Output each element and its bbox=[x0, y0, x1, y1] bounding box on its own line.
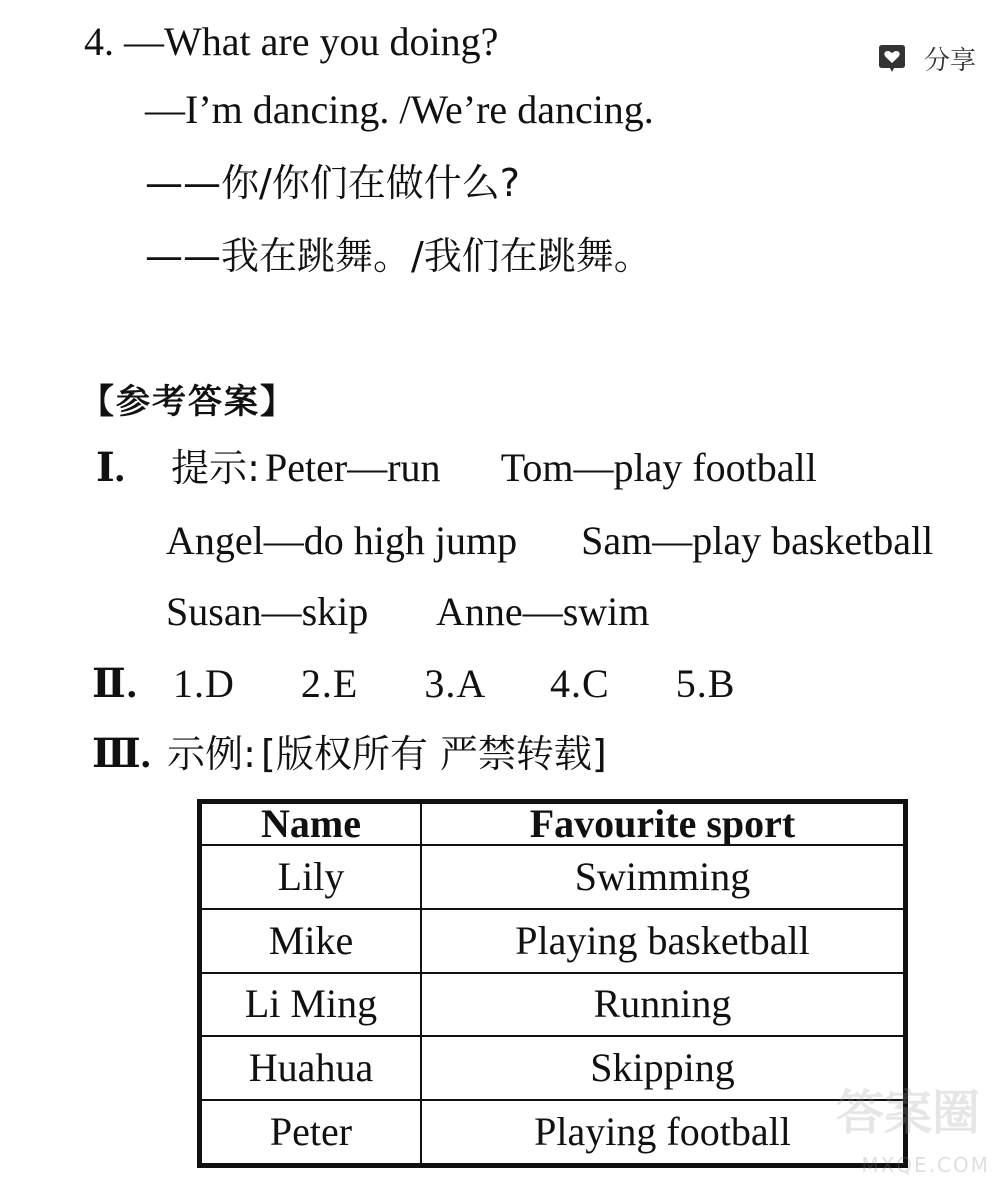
favourite-sport-table bbox=[197, 799, 908, 1168]
section-1-line-3 bbox=[166, 589, 650, 634]
dialogue-line-3: ——你/你们在做什么? bbox=[145, 161, 520, 205]
answer-key-title: 【参考答案】 bbox=[80, 382, 296, 422]
table-row bbox=[201, 845, 904, 909]
table-cell-name: Li Ming bbox=[201, 973, 421, 1037]
section-1-item-susan: Susan—skip bbox=[166, 589, 369, 634]
section-1-line-2 bbox=[166, 518, 934, 563]
table-cell-sport: Playing football bbox=[421, 1100, 904, 1164]
section-3-label: 示例: bbox=[167, 732, 256, 776]
table-cell-sport: Running bbox=[421, 973, 904, 1037]
table-cell-sport: Skipping bbox=[421, 1036, 904, 1100]
section-1-item-tom: Tom—play football bbox=[500, 445, 817, 490]
table-row bbox=[201, 909, 904, 973]
heart-box-icon bbox=[874, 41, 910, 77]
section-1-item-sam: Sam—play basketball bbox=[581, 518, 934, 563]
section-3-line bbox=[92, 731, 607, 776]
section-1-roman: Ⅰ. bbox=[96, 445, 125, 490]
watermark-main-text: 答案圈 bbox=[835, 1085, 980, 1141]
dialogue-line-4: ——我在跳舞。/我们在跳舞。 bbox=[145, 234, 652, 278]
table-header-name: Name bbox=[201, 803, 421, 845]
section-2-answer-4: 4.C bbox=[550, 661, 610, 706]
table-cell-name: Huahua bbox=[201, 1036, 421, 1100]
section-3-roman: Ⅲ. bbox=[92, 731, 151, 776]
dialogue-line-1: 4. —What are you doing? bbox=[84, 19, 499, 64]
favourite-sport-table-grid bbox=[200, 802, 905, 1165]
table-cell-name: Mike bbox=[201, 909, 421, 973]
table-row bbox=[201, 973, 904, 1037]
share-control[interactable] bbox=[874, 40, 976, 77]
section-2-line bbox=[92, 661, 736, 706]
table-cell-sport: Swimming bbox=[421, 845, 904, 909]
table-cell-name: Lily bbox=[201, 845, 421, 909]
section-1-label: 提示: bbox=[171, 446, 260, 490]
section-2-roman: Ⅱ. bbox=[92, 661, 138, 706]
section-2-answer-2: 2.E bbox=[300, 661, 359, 706]
section-1-line-1 bbox=[96, 445, 817, 490]
section-1-item-angel: Angel—do high jump bbox=[166, 518, 518, 563]
table-row bbox=[201, 1100, 904, 1164]
copyright-note: [版权所有 严禁转载] bbox=[261, 732, 607, 776]
section-1-item-peter: Peter—run bbox=[265, 445, 441, 490]
section-1-item-anne: Anne—swim bbox=[436, 589, 650, 634]
table-header-sport: Favourite sport bbox=[421, 803, 904, 845]
watermark-site-text: MXQE.COM bbox=[861, 1153, 990, 1177]
dialogue-line-2: —I’m dancing. /We’re dancing. bbox=[145, 87, 654, 132]
section-2-answer-5: 5.B bbox=[675, 661, 736, 706]
table-header-row bbox=[201, 803, 904, 845]
table-cell-name: Peter bbox=[201, 1100, 421, 1164]
table-row bbox=[201, 1036, 904, 1100]
share-label[interactable]: 分享 bbox=[924, 46, 977, 76]
section-2-answer-1: 1.D bbox=[173, 661, 235, 706]
table-cell-sport: Playing basketball bbox=[421, 909, 904, 973]
section-2-answer-3: 3.A bbox=[424, 661, 485, 706]
